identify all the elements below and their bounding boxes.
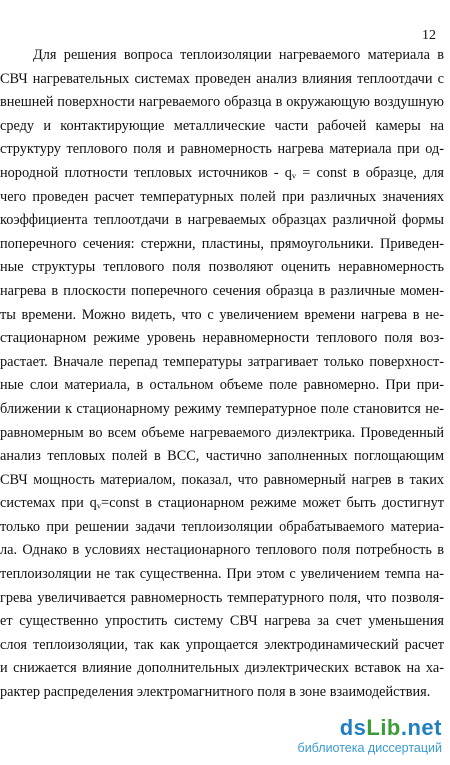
text-line: коэффициента теплоотдачи в нагреваемых образцах различной формы — [0, 212, 444, 229]
body-text — [0, 44, 444, 705]
text-line: ближении к стационарному режиму температурное поле становится не- — [0, 400, 444, 417]
text-line: ет существенно упростить систему СВЧ нагрева за счет уменьшения — [0, 613, 444, 630]
text-line: грева увеличивается равномерность температурного поля, что позволя- — [0, 589, 444, 606]
text-line: системах при qᵥ=const в стационарном режиме может быть достигнут — [0, 495, 444, 512]
dslib-logo — [298, 716, 442, 740]
text-line: ные структуры теплового поля позволяют оценить неравномерность — [0, 259, 444, 276]
text-line: рактер распределения электромагнитного поля в зоне взаимодействия. — [0, 684, 431, 701]
watermark — [298, 716, 442, 755]
text-line: среду и контактирующие металлические части рабочей камеры на — [0, 117, 444, 134]
text-line: ные слои материала, в остальном объеме поле равномерно. При при- — [0, 377, 444, 394]
text-line: структуру теплового поля и равномерность нагрева материала при од- — [0, 141, 444, 158]
text-line: и снижается влияние дополнительных диэлектрических вставок на ха- — [0, 660, 444, 677]
watermark-caption: библиотека диссертаций — [297, 741, 442, 755]
text-line: внешней поверхности нагреваемого образца в окружающую воздушную — [0, 94, 444, 111]
text-line: Для решения вопроса теплоизоляции нагреваемого материала в — [33, 47, 444, 63]
text-line: ты времени. Можно видеть, что с увеличением времени нагрева в не- — [0, 306, 444, 323]
text-line: только при решении задачи теплоизоляции обрабатываемого материа- — [0, 518, 444, 535]
text-line: стационарном режиме уровень неравномерности теплового поля воз- — [0, 330, 444, 347]
text-line: чего проведен расчет температурных полей при различных значениях — [0, 188, 444, 205]
text-line: равномерным во всем объеме нагреваемого диэлектрика. Проведенный — [0, 424, 444, 441]
text-line: слоя теплоизоляции, так как упрощается электродинамический расчет — [0, 636, 444, 653]
text-line: растает. Вначале перепад температуры затрагивает только поверхност- — [0, 353, 444, 370]
text-line: СВЧ нагревательных системах проведен анализ влияния теплоотдачи с — [0, 70, 444, 87]
text-line: теплоизоляции не так существенна. При этом с увеличением темпа на- — [0, 566, 444, 583]
text-line: ла. Однако в условиях нестационарного теплового поля потребность в — [0, 542, 444, 559]
logo-ds-text: ds — [339, 715, 367, 740]
text-line: анализ тепловых полей в ВСС, частично заполненных поглощающим — [0, 448, 444, 465]
page-number: 12 — [422, 28, 436, 43]
logo-net-text: .net — [400, 715, 442, 740]
logo-lib-text: Lib — [366, 715, 401, 740]
text-line: нагрева в плоскости поперечного сечения образца в различные момен- — [0, 282, 444, 299]
text-line: СВЧ мощность материалом, показал, что равномерный нагрев в таких — [0, 471, 444, 488]
text-line: нородной плотности тепловых источников - qᵥ = const в образце, для — [0, 164, 444, 181]
text-line: поперечного сечения: стержни, пластины, прямоугольники. Приведен- — [0, 235, 444, 252]
